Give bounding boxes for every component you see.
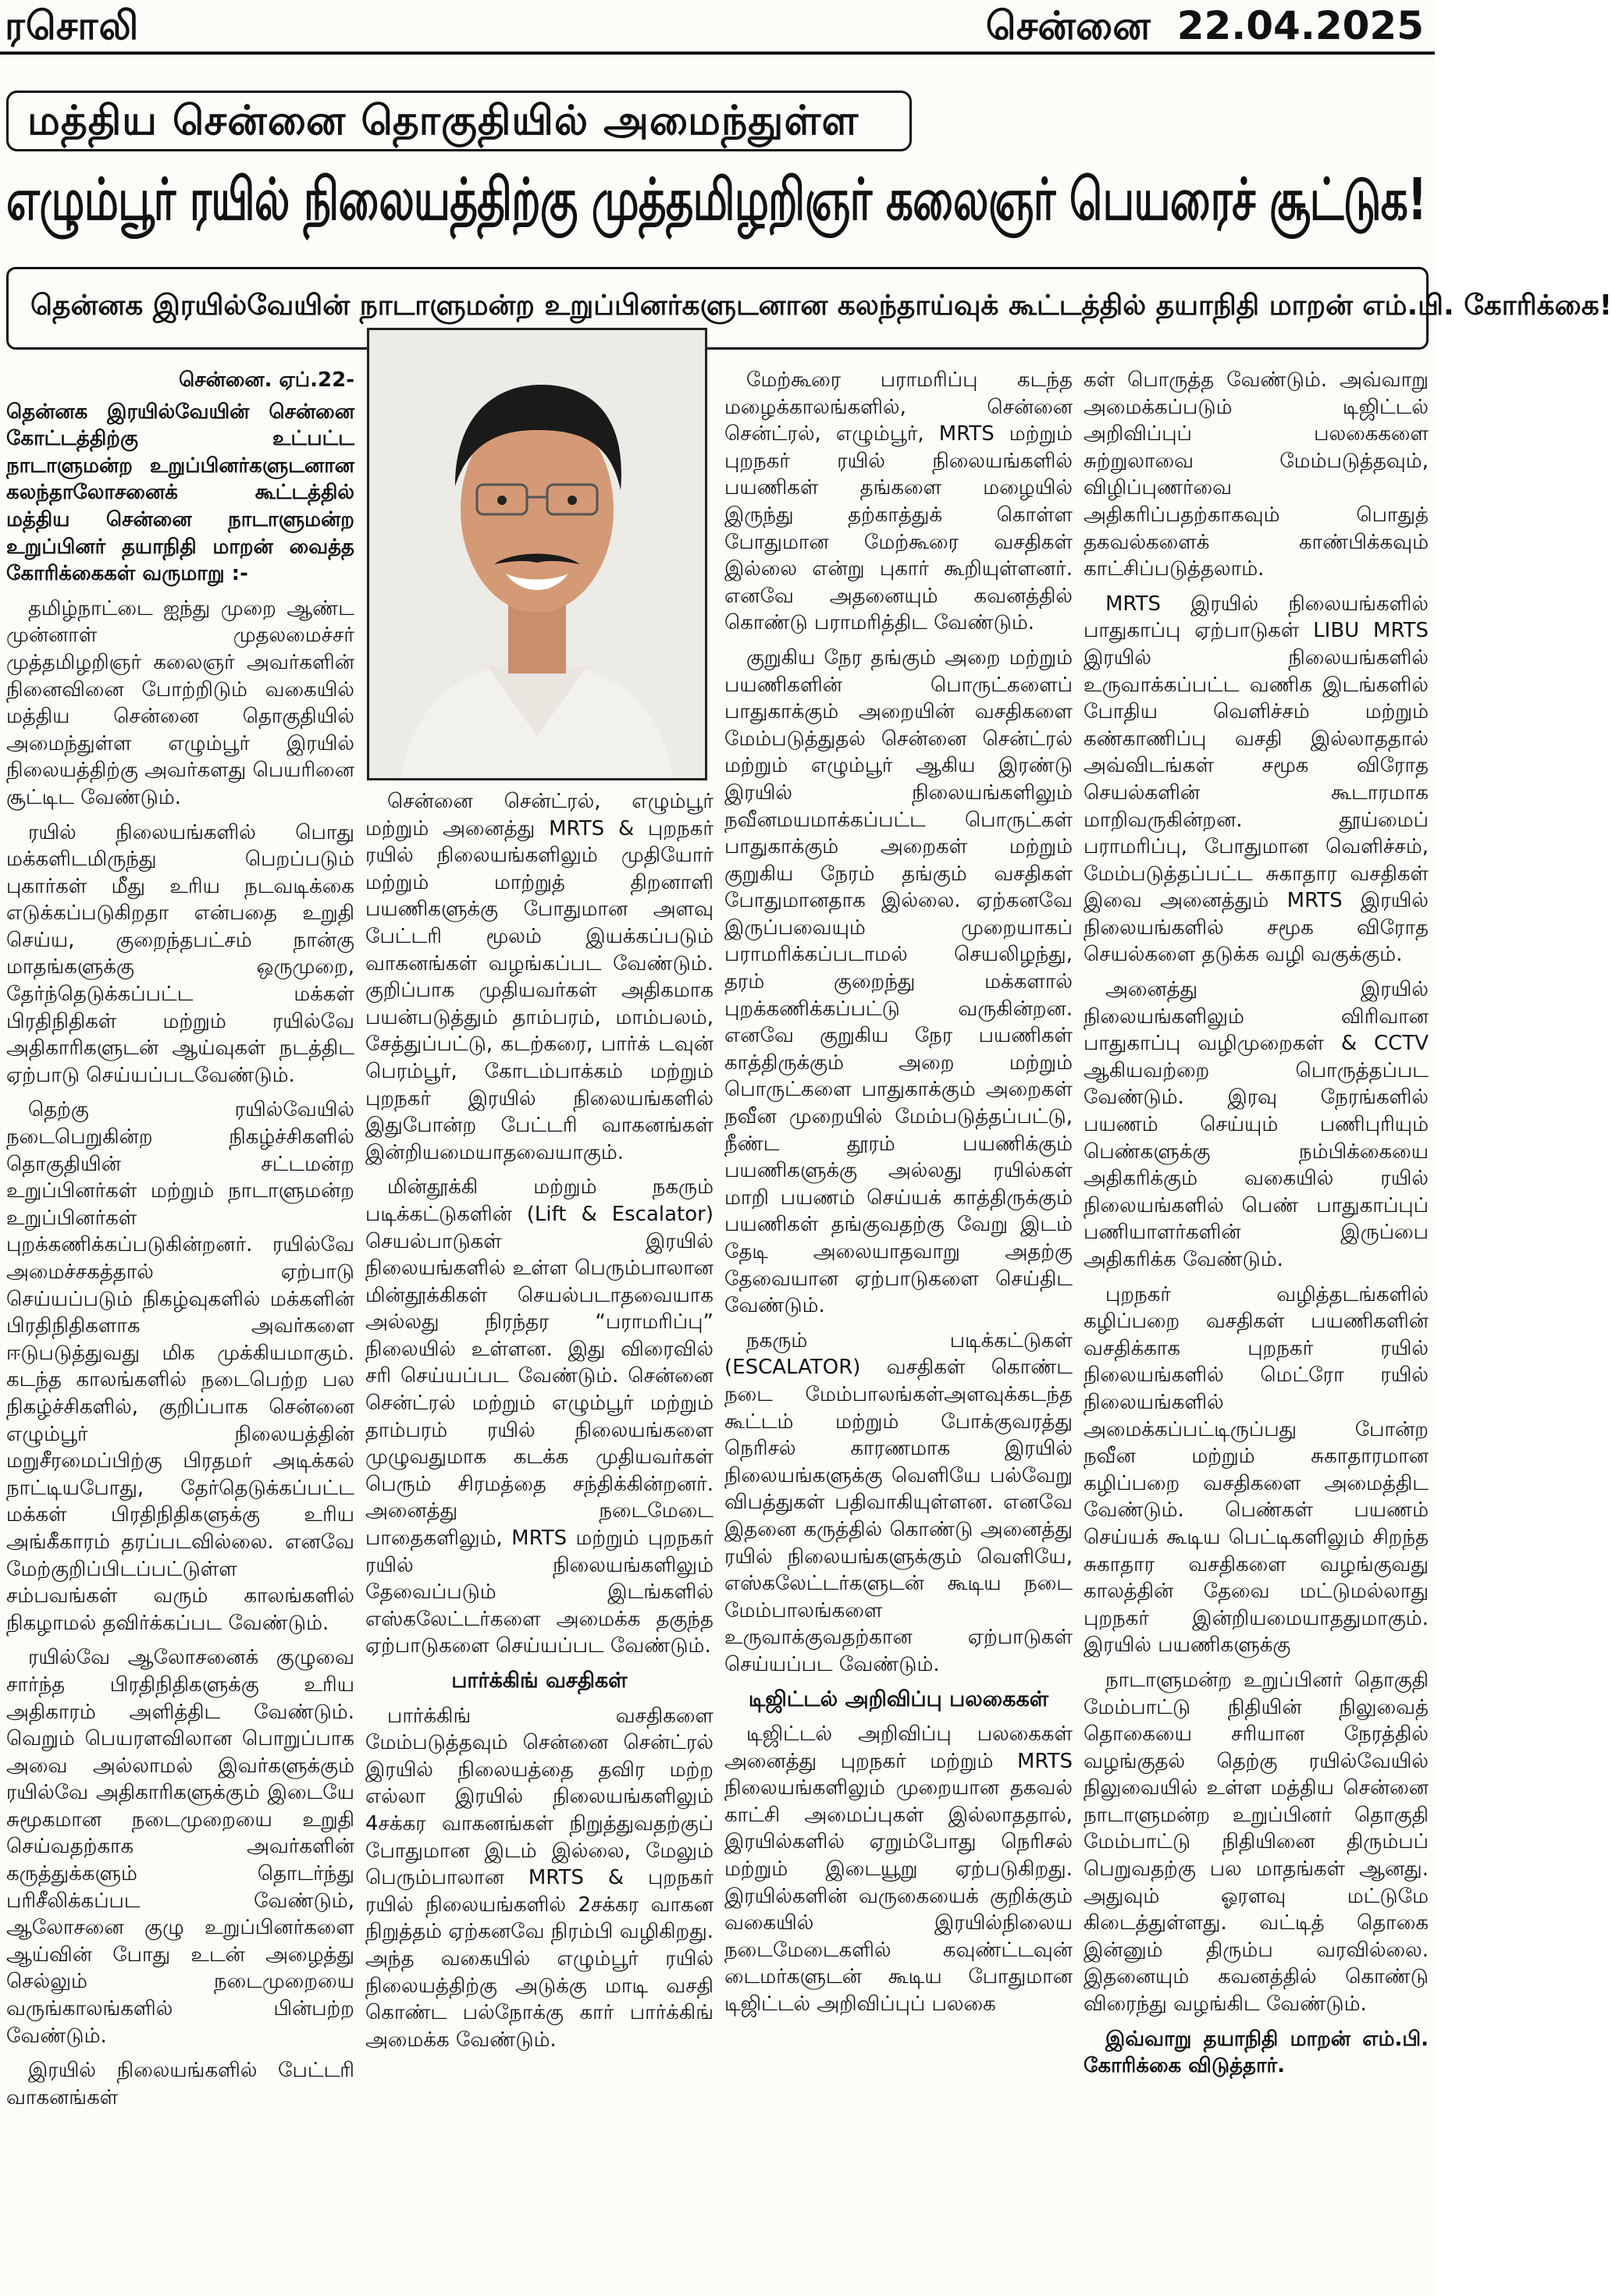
article-paragraph: நகரும் படிக்கட்டுகள் (ESCALATOR) வசதிகள் கொண்ட நடை மேம்பாலங்கள்அளவுக்கடந்த கூட்டம் மற்றும் போக்குவரத்து நெரிசல் காரணமாக இரயில் நிலையங்களுக்கு வெளியே பல்வேறு விபத்துகள் பதிவாகியுள்ளன. எனவே இதனை கருத்தில் கொண்டு அனைத்து ரயில் நிலையங்களுக்கும் வெளியே, எஸ்கலேட்டர்களுடன் கூடிய நடை மேம்பாலங்களை உருவாக்குவதற்கான ஏற்பாடுகள் செய்யப்பட வேண்டும். bbox=[724, 1328, 1073, 1676]
article-column-3 bbox=[724, 367, 1073, 2291]
article-paragraph: நாடாளுமன்ற உறுப்பினர் தொகுதி மேம்பாட்டு நிதியின் நிலுவைத் தொகையை சரியான நேரத்தில் வழங்குதல் தெற்கு ரயில்வேயில் நிலுவையில் உள்ள மத்திய சென்னை நாடாளுமன்ற உறுப்பினர் தொகுதி மேம்பாட்டு நிதியினை திரும்பப் பெறுவதற்கு பல மாதங்கள் ஆனது. அதுவும் ஓரளவு மட்டுமே கிடைத்துள்ளது. வட்டித் தொகை இன்னும் திரும்ப வரவில்லை. இதனையும் கவனத்தில் கொண்டு விரைந்து வழங்கிட வேண்டும். bbox=[1084, 1668, 1429, 2017]
article-paragraph: டிஜிட்டல் அறிவிப்பு பலகைகள் அனைத்து புறநகர் மற்றும் MRTS நிலையங்களிலும் முறையான தகவல் காட்சி அமைப்புகள் இல்லாததால், இரயில்களில் ஏறும்போது நெரிசல் மற்றும் இடையூறு ஏற்படுகிறது. இரயில்களின் வருகையைக் குறிக்கும் வகையில் இரயில்நிலைய நடைமேடைகளில் கவுண்ட்டவுன் டைமர்களுடன் கூடிய போதுமான டிஜிட்டல் அறிவிப்புப் பலகை bbox=[724, 1722, 1073, 2017]
portrait-photo bbox=[367, 328, 707, 780]
article-paragraph: புறநகர் வழித்தடங்களில் கழிப்பறை வசதிகள் பயணிகளின் வசதிக்காக புறநகர் ரயில் நிலையங்களில் மெட்ரோ ரயில் நிலையங்களில் அமைக்கப்பட்டிருப்பது போன்ற நவீன மற்றும் சுகாதாரமான கழிப்பறை வசதிகளை அமைத்திட வேண்டும். பெண்கள் பயணம் செய்யக் கூடிய பெட்டிகளிலும் சிறந்த சுகாதார வசதிகளை வழங்குவது காலத்தின் தேவை மட்டுமல்லாது புறநகர் இன்றியமையாததுமாகும். இரயில் பயணிகளுக்கு bbox=[1084, 1282, 1429, 1658]
article-paragraph: அனைத்து இரயில் நிலையங்களிலும் விரிவான பாதுகாப்பு வழிமுறைகள் & CCTV ஆகியவற்றை பொருத்தப்பட வேண்டும். இரவு நேரங்களில் பயணம் செய்யும் பணிபுரியும் பெண்களுக்கு நம்பிக்கையை அதிகரிக்கும் வகையில் ரயில் நிலையங்களில் பெண் பாதுகாப்புப் பணியாளர்களின் இருப்பை அதிகரிக்க வேண்டும். bbox=[1084, 978, 1429, 1271]
newspaper-name: ரசொலி bbox=[5, 3, 140, 48]
article-paragraph: தமிழ்நாட்டை ஐந்து முறை ஆண்ட முன்னாள் முதலமைச்சர் முத்தமிழறிஞர் கலைஞர் அவர்களின் நினைவினை போற்றிடும் வகையில் மத்திய சென்னை தொகுதியில் அமைந்துள்ள எழும்பூர் இரயில் நிலையத்திற்கு அவர்களது பெயரினை சூட்டிட வேண்டும். bbox=[6, 596, 354, 809]
article-paragraph: கள் பொருத்த வேண்டும். அவ்வாறு அமைக்கப்படும் டிஜிட்டல் அறிவிப்புப் பலகைகளை சுற்றுலாவை மேம்படுத்தவும், விழிப்புணர்வை அதிகரிப்பதற்காகவும் பொதுத் தகவல்களைக் காண்பிக்கவும் காட்சிப்படுத்தலாம். bbox=[1084, 368, 1429, 581]
article-paragraph: தென்னக இரயில்வேயின் சென்னை கோட்டத்திற்கு உட்பட்ட நாடாளுமன்ற உறுப்பினர்களுடனான கலந்தாலோசனைக் கூட்டத்தில் மத்திய சென்னை நாடாளுமன்ற உறுப்பினர் தயாநிதி மாறன் வைத்த கோரிக்கைகள் வருமாறு :- bbox=[6, 400, 354, 586]
article-paragraph: ரயில் நிலையங்களில் பொது மக்களிடமிருந்து பெறப்படும் புகார்கள் மீது உரிய நடவடிக்கை எடுக்கப்படுகிறதா என்பதை உறுதி செய்ய, குறைந்தபட்சம் நான்கு மாதங்களுக்கு ஒருமுறை, தேர்ந்தெடுக்கப்பட்ட மக்கள் பிரதிநிதிகள் மற்றும் ரயில்வே அதிகாரிகளுடன் ஆய்வுகள் நடத்திட ஏற்பாடு செய்யப்படவேண்டும். bbox=[6, 820, 354, 1087]
article-paragraph: பார்க்கிங் வசதிகளை மேம்படுத்தவும் சென்னை சென்ட்ரல் இரயில் நிலையத்தை தவிர மற்ற எல்லா இரயில் நிலையங்களிலும் 4சக்கர வாகனங்கள் நிறுத்துவதற்குப் போதுமான இடம் இல்லை, மேலும் பெரும்பாலான MRTS & புறநகர் ரயில் நிலையங்களில் 2சக்கர வாகன நிறுத்தம் ஏற்கனவே நிரம்பி வழிகிறது. அந்த வகையில் எழும்பூர் ரயில் நிலையத்திற்கு அடுக்கு மாடி வசதி கொண்ட பல்நோக்கு கார் பார்க்கிங் அமைக்க வேண்டும். bbox=[365, 1704, 713, 2052]
masthead bbox=[0, 0, 1435, 55]
article-column-1 bbox=[6, 367, 354, 2291]
portrait-illustration bbox=[369, 330, 705, 778]
article-paragraph: MRTS இரயில் நிலையங்களில் பாதுகாப்பு ஏற்பாடுகள் LIBU MRTS இரயில் நிலையங்களில் உருவாக்கப்பட்ட வணிக இடங்களில் போதிய வெளிச்சம் மற்றும் கண்காணிப்பு வசதி இல்லாததால் அவ்விடங்கள் சமூக விரோத செயல்களின் கூடாரமாக மாறிவருகின்றன. தூய்மைப் பராமரிப்பு, போதுமான வெளிச்சம், மேம்படுத்தப்பட்ட சுகாதார வசதிகள் இவை அனைத்தும் MRTS இரயில் நிலையங்களில் சமூக விரோத செயல்களை தடுக்க வழி வகுக்கும். bbox=[1084, 592, 1429, 967]
article-column-2 bbox=[365, 788, 713, 2291]
article-paragraph: குறுகிய நேர தங்கும் அறை மற்றும் பயணிகளின் பொருட்களைப் பாதுகாக்கும் அறையின் வசதிகளை மேம்படுத்துதல் சென்னை சென்ட்ரல் மற்றும் எழும்பூர் ஆகிய இரண்டு இரயில் நிலையங்களிலும் நவீனமயமாக்கப்பட்ட பொருட்கள் பாதுகாக்கும் அறைகள் மற்றும் குறுகிய நேரம் தங்கும் வசதிகள் போதுமானதாக இல்லை. ஏற்கனவே இருப்பவையும் முறையாகப் பராமரிக்கப்படாமல் செயலிழந்து, தரம் குறைந்து மக்களால் புறக்கணிக்கப்பட்டு வருகின்றன. எனவே குறுகிய நேர பயணிகள் காத்திருக்கும் அறை மற்றும் பொருட்களை பாதுகாக்கும் அறைகள் நவீன முறையில் மேம்படுத்தப்பட்டு, நீண்ட தூரம் பயணிக்கும் பயணிகளுக்கு அல்லது ரயில்கள் மாறி பயணம் செய்யக் காத்திருக்கும் பயணிகள் தங்குவதற்கு வேறு இடம் தேடி அலையாதவாறு அதற்கு தேவையான ஏற்பாடுகளை செய்திட வேண்டும். bbox=[724, 645, 1073, 1318]
edition-date: 22.04.2025 bbox=[1176, 3, 1424, 48]
edition-city: சென்னை bbox=[985, 3, 1151, 48]
section-heading-parking: பார்க்கிங் வசதிகள் bbox=[451, 1669, 628, 1693]
dateline: சென்னை. ஏப்.22- bbox=[178, 368, 354, 392]
kicker-headline: மத்திய சென்னை தொகுதியில் அமைந்துள்ள bbox=[6, 91, 912, 151]
article-paragraph: ரயில்வே ஆலோசனைக் குழுவை சார்ந்த பிரதிநிதிகளுக்கு உரிய அதிகாரம் அளித்திட வேண்டும். வெறும் பெயரளவிலான பொறுப்பாக அவை அல்லாமல் இவர்களுக்கும் ரயில்வே அதிகாரிகளுக்கும் இடையே சுமூகமான நடைமுறையை உறுதி செய்வதற்காக அவர்களின் கருத்துக்களும் தொடர்ந்து பரிசீலிக்கப்பட வேண்டும், ஆலோசனை குழு உறுப்பினர்களை ஆய்வின் போது உடன் அழைத்து செல்லும் நடைமுறையை வருங்காலங்களில் பின்பற்ற வேண்டும். bbox=[6, 1646, 354, 2048]
article-paragraph: மின்தூக்கி மற்றும் நகரும் படிக்கட்டுகளின் (Lift & Escalator) செயல்பாடுகள் இரயில் நிலையங்களில் உள்ள பெரும்பாலான மின்தூக்கிகள் செயல்படாதவையாக அல்லது நிரந்தர “பராமரிப்பு” நிலையில் உள்ளன. இது விரைவில் சரி செய்யப்பட வேண்டும். சென்னை சென்ட்ரல் மற்றும் எழும்பூர் மற்றும் தாம்பரம் ரயில் நிலையங்களை முழுவதுமாக கடக்க முதியவர்கள் பெரும் சிரமத்தை சந்திக்கின்றனர். அனைத்து நடைமேடை பாதைகளிலும், MRTS மற்றும் புறநகர் ரயில் நிலையங்களிலும் தேவைப்படும் இடங்களில் எஸ்கலேட்டர்களை அமைக்க தகுந்த ஏற்பாடுகளை செய்யப்பட வேண்டும். bbox=[365, 1175, 713, 1658]
article-paragraph: தெற்கு ரயில்வேயில் நடைபெறுகின்ற நிகழ்ச்சிகளில் தொகுதியின் சட்டமன்ற உறுப்பினர்கள் மற்றும் நாடாளுமன்ற உறுப்பினர்கள் புறக்கணிக்கப்படுகின்றனர். ரயில்வே அமைச்சகத்தால் ஏற்பாடு செய்யப்படும் நிகழ்வுகளில் மக்களின் பிரதிநிதிகளாக அவர்களை ஈடுபடுத்துவது மிக முக்கியமாகும். கடந்த காலங்களில் நடைபெற்ற பல நிகழ்ச்சிகளில், குறிப்பாக சென்னை எழும்பூர் நிலையத்தின் மறுசீரமைப்பிற்கு பிரதமர் அடிக்கல் நாட்டியபோது, தேர்தெடுக்கப்பட்ட மக்கள் பிரதிநிதிகளுக்கு உரிய அங்கீகாரம் தரப்படவில்லை. எனவே மேற்குறிப்பிடப்பட்டுள்ள சம்பவங்கள் வரும் காலங்களில் நிகழாமல் தவிர்க்கப்பட வேண்டும். bbox=[6, 1098, 354, 1635]
article-column-4 bbox=[1084, 367, 1429, 2291]
main-headline: எழும்பூர் ரயில் நிலையத்திற்கு முத்தமிழறிஞர் கலைஞர் பெயரைச் சூட்டுக! bbox=[6, 166, 1427, 233]
article-paragraph: சென்னை சென்ட்ரல், எழும்பூர் மற்றும் அனைத்து MRTS & புறநகர் ரயில் நிலையங்களிலும் முதியோர் மற்றும் மாற்றுத் திறனாளி பயணிகளுக்கு போதுமான அளவு பேட்டரி மூலம் இயக்கப்படும் வாகனங்கள் வழங்கப்பட வேண்டும். குறிப்பாக முதியவர்கள் அதிகமாக பயன்படுத்தும் தாம்பரம், மாம்பலம், சேத்துப்பட்டு, கடற்கரை, பார்க் டவுன் பெரம்பூர், கோடம்பாக்கம் மற்றும் புறநகர் இரயில் நிலையங்களில் இதுபோன்ற பேட்டரி வாகனங்கள் இன்றியமையாதவையாகும். bbox=[365, 790, 713, 1164]
edition-info bbox=[959, 3, 1424, 54]
article-paragraph: மேற்கூரை பராமரிப்பு கடந்த மழைக்காலங்களில், சென்னை சென்ட்ரல், எழும்பூர், MRTS மற்றும் புறநகர் ரயில் நிலையங்களில் பயணிகள் தங்களை மழையில் இருந்து தற்காத்துக் கொள்ள போதுமான மேற்கூரை வசதிகள் இல்லை என்று புகார் கூறியுள்ளனர். எனவே அதனையும் கவனத்தில் கொண்டு பராமரித்திட வேண்டும். bbox=[724, 368, 1073, 635]
section-heading-digital: டிஜிட்டல் அறிவிப்பு பலகைகள் bbox=[748, 1686, 1049, 1711]
article-closing: இவ்வாறு தயாநிதி மாறன் எம்.பி. கோரிக்கை விடுத்தார். bbox=[1084, 2027, 1429, 2078]
sub-headline: தென்னக இரயில்வேயின் நாடாளுமன்ற உறுப்பினர்களுடனான கலந்தாய்வுக் கூட்டத்தில் தயாநிதி மாறன் எம்.பி. கோரிக்கை! bbox=[6, 267, 1429, 350]
article-paragraph: இரயில் நிலையங்களில் பேட்டரி வாகனங்கள் bbox=[6, 2059, 354, 2109]
